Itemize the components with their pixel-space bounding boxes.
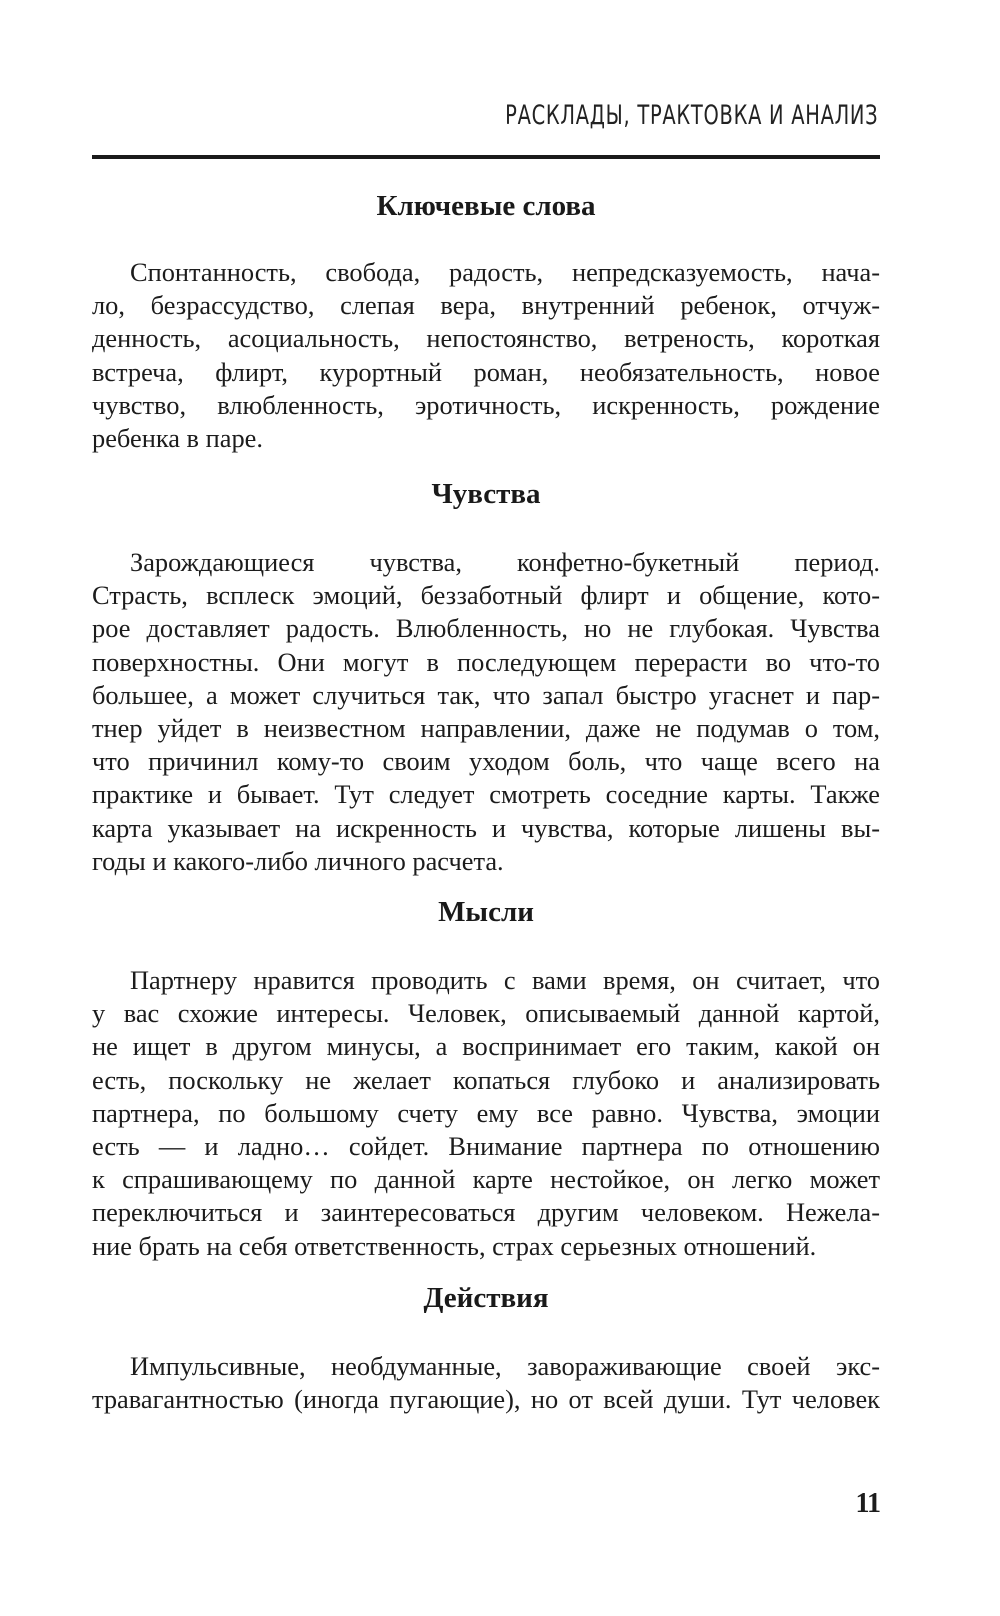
paragraph-keywords [92,256,880,455]
text-line: Партнеру нравится проводить с вами время, он считает, что [130,965,880,995]
text-line: чувство, влюбленность, эротичность, искренность, рождение [92,389,880,420]
text-line: травагантностью (иногда пугающие), но от всей души. Тут человек [92,1384,880,1415]
section-title-thoughts: Мысли [438,896,534,928]
paragraph-actions [92,1350,880,1416]
text-line: поверхностны. Они могут в последующем перерасти во что-то [92,646,880,677]
text-line: тнер уйдет в неизвестном направлении, даже не подумав о том, [92,713,880,744]
text-line: Импульсивные, необдуманные, завораживающие своей экс- [130,1351,880,1381]
running-header: РАСКЛАДЫ, ТРАКТОВКА И АНАЛИЗ [504,100,878,131]
text-line: карта указывает на искренность и чувства, которые лишены вы- [92,812,880,843]
text-line: встреча, флирт, курортный роман, необязательность, новое [92,356,880,387]
section-title-actions: Действия [423,1282,549,1314]
text-line: есть, поскольку не желает копаться глубоко и анализировать [92,1064,880,1095]
paragraph-thoughts [92,964,880,1263]
text-line: большее, а может случиться так, что запал быстро угаснет и пар- [92,679,880,710]
text-line: Страсть, всплеск эмоций, беззаботный флирт и общение, кото- [92,580,880,611]
text-line: Зарождающиеся чувства, конфетно-букетный период. [130,547,880,577]
text-line: годы и какого-либо личного расчета. [92,845,504,876]
section-title-keywords: Ключевые слова [376,190,596,222]
page-number: 11 [855,1488,880,1519]
text-line: рое доставляет радость. Влюбленность, но не глубокая. Чувства [92,613,880,644]
text-line: ние брать на себя ответственность, страх серьезных отношений. [92,1230,817,1261]
text-line: Спонтанность, свобода, радость, непредсказуемость, нача- [130,257,880,287]
paragraph-feelings [92,546,880,878]
text-line: ло, безрассудство, слепая вера, внутренний ребенок, отчуж- [92,290,880,321]
text-line: ребенка в паре. [92,423,263,454]
text-line: не ищет в другом минусы, а воспринимает его таким, какой он [92,1031,880,1062]
section-title-feelings: Чувства [431,478,541,510]
text-line: практике и бывает. Тут следует смотреть соседние карты. Также [92,779,880,810]
text-line: партнера, по большому счету ему все равно. Чувства, эмоции [92,1097,880,1128]
text-line: есть — и ладно… сойдет. Внимание партнера по отношению [92,1131,880,1162]
text-line: к спрашивающему по данной карте нестойкое, он легко может [92,1164,880,1195]
text-line: переключиться и заинтересоваться другим человеком. Нежела- [92,1197,880,1228]
text-line: у вас схожие интересы. Человек, описываемый данной картой, [92,998,880,1029]
text-line: что причинил кому-то своим уходом боль, что чаще всего на [92,746,880,777]
text-line: денность, асоциальность, непостоянство, ветреность, короткая [92,323,880,354]
header-rule [92,155,880,159]
book-page [92,0,880,1616]
